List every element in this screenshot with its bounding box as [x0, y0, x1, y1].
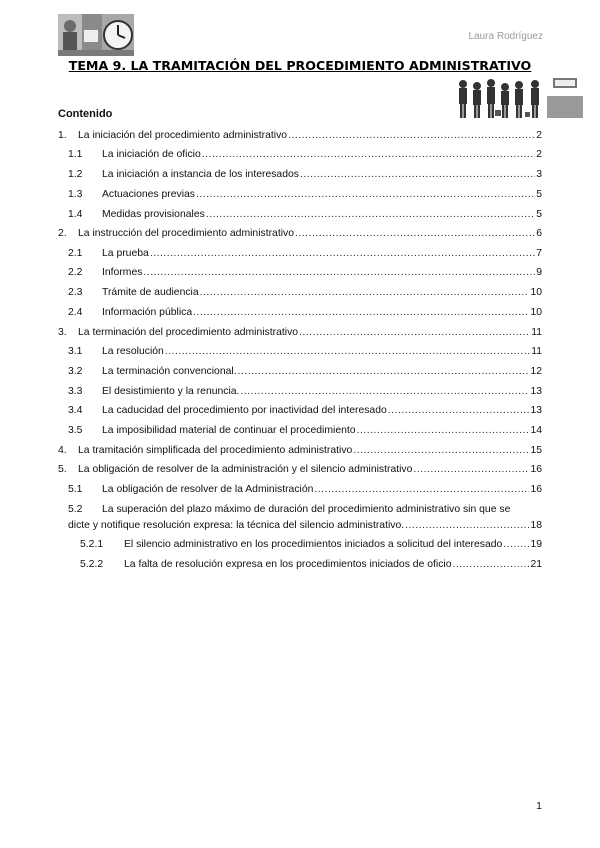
toc-number: 1. — [58, 130, 67, 141]
toc-leader — [202, 148, 535, 162]
toc-page: 6 — [536, 228, 542, 239]
toc-number: 4. — [58, 445, 67, 456]
toc-page: 15 — [530, 445, 542, 456]
toc-leader — [143, 266, 535, 280]
toc-text: La tramitación simplificada del procedimiento administrativo — [78, 445, 353, 456]
toc-page: 18 — [530, 520, 542, 531]
toc-text: La iniciación de oficio — [102, 149, 201, 160]
toc-entry-3[interactable] — [58, 326, 542, 340]
toc-heading: Contenido — [58, 108, 113, 120]
toc-number: 2.4 — [68, 307, 83, 318]
toc-number: 1.1 — [68, 149, 83, 160]
toc-number: 5.2 — [68, 504, 83, 515]
toc-entry-2-2[interactable] — [68, 266, 542, 280]
toc-text: La terminación del procedimiento administrativo — [78, 327, 299, 338]
toc-leader — [353, 444, 529, 458]
toc-entry-2-3[interactable] — [68, 286, 542, 300]
toc-text: La obligación de resolver de la Administración — [102, 484, 314, 495]
toc-number: 5. — [58, 464, 67, 475]
toc-leader — [196, 188, 535, 202]
toc-leader — [357, 424, 530, 438]
toc-entry-1-2[interactable] — [68, 168, 542, 182]
toc-text: La imposibilidad material de continuar el procedimiento — [102, 425, 356, 436]
toc-entry-1[interactable] — [58, 129, 542, 143]
toc-number: 2.1 — [68, 248, 83, 259]
toc-text: El silencio administrativo en los procedimientos iniciados a solicitud del interesado — [124, 539, 503, 550]
toc-entry-3-5[interactable] — [68, 424, 542, 438]
toc-page: 2 — [536, 149, 542, 160]
toc-number: 3.4 — [68, 405, 83, 416]
toc-text: Actuaciones previas — [102, 189, 195, 200]
toc-number: 3.5 — [68, 425, 83, 436]
toc-number: 2. — [58, 228, 67, 239]
toc-number: 3.1 — [68, 346, 83, 357]
toc-number: 5.2.1 — [80, 539, 104, 550]
toc-leader — [206, 208, 535, 222]
toc-text: Informes — [102, 267, 143, 278]
toc-leader — [314, 483, 529, 497]
toc-entry-1-4[interactable] — [68, 208, 542, 222]
toc-leader — [288, 129, 535, 143]
toc-leader — [240, 385, 529, 399]
toc-entry-5-2-1[interactable] — [80, 538, 542, 552]
toc-entry-5-2-2[interactable] — [80, 558, 542, 572]
toc-number: 2.2 — [68, 267, 83, 278]
toc-leader — [193, 306, 529, 320]
header-author: Laura Rodríguez — [468, 31, 543, 42]
toc-entry-2-1[interactable] — [68, 247, 542, 261]
toc-number: 1.2 — [68, 169, 83, 180]
toc-leader — [238, 365, 530, 379]
toc-text-line2: dicte y notifique resolución expresa: la técnica del silencio administrativo. — [68, 520, 405, 531]
toc-entry-3-1[interactable] — [68, 345, 542, 359]
toc-leader — [299, 326, 530, 340]
toc-page: 10 — [530, 307, 542, 318]
toc-entry-2-4[interactable] — [68, 306, 542, 320]
toc-entry-3-4[interactable] — [68, 404, 542, 418]
toc-leader — [503, 538, 529, 552]
toc-leader — [300, 168, 535, 182]
people-queue-illustration-icon — [455, 74, 583, 120]
toc-page: 7 — [536, 248, 542, 259]
toc-page: 13 — [530, 386, 542, 397]
toc-page: 10 — [530, 287, 542, 298]
toc-page: 3 — [536, 169, 542, 180]
toc-leader — [413, 463, 529, 477]
toc-leader — [453, 558, 530, 572]
toc-entry-4[interactable] — [58, 444, 542, 458]
page-number: 1 — [536, 800, 542, 812]
toc-entry-5-2[interactable] — [68, 503, 542, 533]
toc-text: La prueba — [102, 248, 149, 259]
toc-number: 1.4 — [68, 209, 83, 220]
toc-page: 5 — [536, 209, 542, 220]
toc-leader — [405, 519, 529, 533]
toc-text: La caducidad del procedimiento por inactividad del interesado — [102, 405, 387, 416]
toc-text: La resolución — [102, 346, 164, 357]
toc-text: La terminación convencional. — [102, 366, 237, 377]
toc-text-line1: La superación del plazo máximo de duración del procedimiento administrativo sin que se — [102, 504, 511, 515]
toc-text: Medidas provisionales — [102, 209, 205, 220]
toc-page: 2 — [536, 130, 542, 141]
toc-number: 5.1 — [68, 484, 83, 495]
toc-leader — [295, 227, 535, 241]
toc-page: 12 — [530, 366, 542, 377]
toc-number: 5.2.2 — [80, 559, 104, 570]
toc-page: 11 — [531, 346, 542, 357]
toc-page: 21 — [530, 559, 542, 570]
toc-page: 13 — [530, 405, 542, 416]
toc-number: 3. — [58, 327, 67, 338]
toc-leader — [388, 404, 530, 418]
toc-entry-3-2[interactable] — [68, 365, 542, 379]
document-title: TEMA 9. LA TRAMITACIÓN DEL PROCEDIMIENTO ADMINISTRATIVO — [68, 58, 532, 73]
toc-leader — [150, 247, 535, 261]
toc-text: Trámite de audiencia — [102, 287, 199, 298]
toc-text: Información pública — [102, 307, 193, 318]
toc-entry-5[interactable] — [58, 463, 542, 477]
toc-number: 2.3 — [68, 287, 83, 298]
toc-number: 3.3 — [68, 386, 83, 397]
toc-text: La iniciación a instancia de los interesados — [102, 169, 299, 180]
toc-leader — [200, 286, 530, 300]
toc-page: 16 — [530, 464, 542, 475]
toc-text: La obligación de resolver de la administración y el silencio administrativo — [78, 464, 413, 475]
toc-page: 11 — [531, 327, 542, 338]
office-clock-illustration-icon — [58, 14, 134, 56]
toc-page: 19 — [530, 539, 542, 550]
toc-text: El desistimiento y la renuncia. — [102, 386, 240, 397]
toc-page: 5 — [536, 189, 542, 200]
toc-page: 9 — [536, 267, 542, 278]
toc-page: 14 — [530, 425, 542, 436]
toc-page: 16 — [530, 484, 542, 495]
toc-entry-3-3[interactable] — [68, 385, 542, 399]
toc-entry-5-1[interactable] — [68, 483, 542, 497]
toc-number: 1.3 — [68, 189, 83, 200]
toc-entry-1-1[interactable] — [68, 148, 542, 162]
toc-number: 3.2 — [68, 366, 83, 377]
toc-text: La instrucción del procedimiento administrativo — [78, 228, 295, 239]
toc-text: La iniciación del procedimiento administrativo — [78, 130, 288, 141]
toc-text: La falta de resolución expresa en los procedimientos iniciados de oficio — [124, 559, 452, 570]
toc-leader — [165, 345, 530, 359]
toc-entry-2[interactable] — [58, 227, 542, 241]
toc-entry-1-3[interactable] — [68, 188, 542, 202]
